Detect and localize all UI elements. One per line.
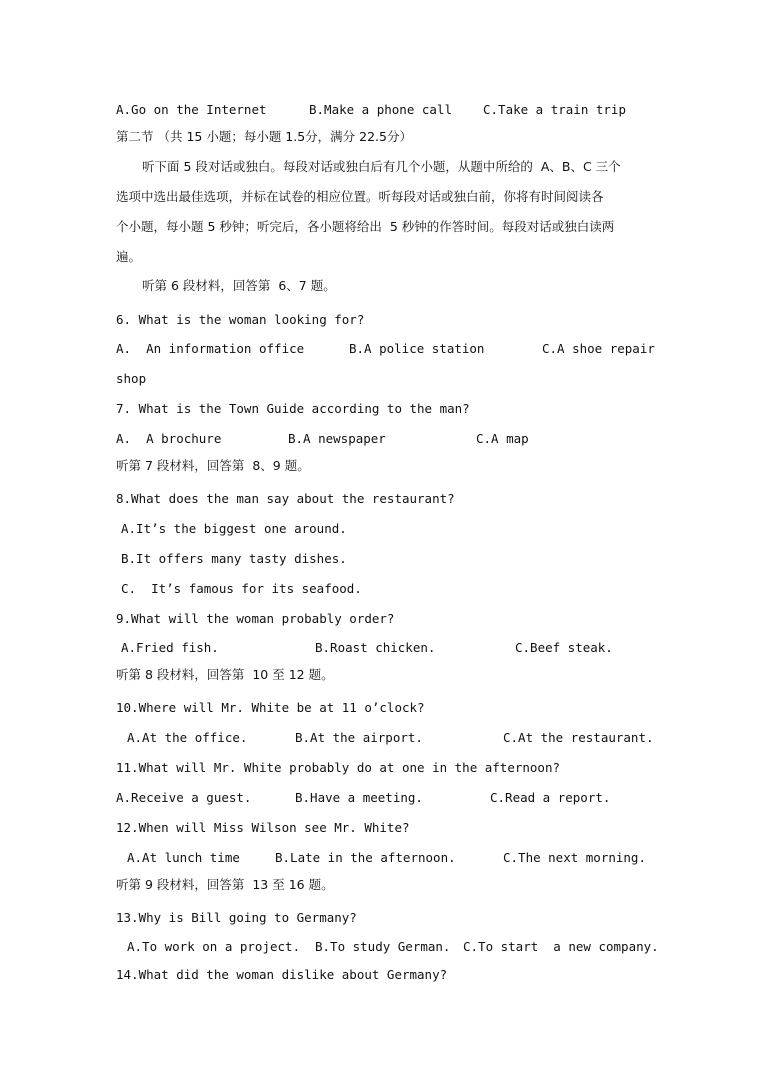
material-8-instruction: 听第 8 段材料，回答第 10 至 12 题。 [116, 667, 334, 682]
instructions-line-4: 遍。 [116, 249, 142, 264]
q13-option-b: B.To study German. [315, 939, 451, 954]
material-7-instruction: 听第 7 段材料，回答第 8、9 题。 [116, 458, 310, 473]
section-heading: 第二节 （共 15 小题；每小题 1.5分，满分 22.5分） [116, 129, 412, 144]
q11-stem: 11.What will Mr. White probably do at one in the afternoon? [116, 760, 561, 775]
q5-option-b: B.Make a phone call [309, 102, 452, 117]
q7-option-c: C.A map [476, 431, 529, 446]
q8-stem: 8.What does the man say about the restaurant? [116, 491, 455, 506]
q9-stem: 9.What will the woman probably order? [116, 611, 395, 626]
q8-option-b: B.It offers many tasty dishes. [121, 551, 347, 566]
q6-option-c: C.A shoe repair [542, 341, 655, 356]
q11-option-a: A.Receive a guest. [116, 790, 252, 805]
q14-stem: 14.What did the woman dislike about Germany? [116, 967, 448, 982]
material-9-instruction: 听第 9 段材料，回答第 13 至 16 题。 [116, 877, 334, 892]
q9-option-c: C.Beef steak. [515, 640, 613, 655]
q6-stem: 6. What is the woman looking for? [116, 312, 365, 327]
instructions-line-1: 听下面 5 段对话或独白。每段对话或独白后有几个小题，从题中所给的 A、B、C 三个 [142, 159, 621, 174]
material-6-instruction: 听第 6 段材料，回答第 6、7 题。 [142, 278, 336, 293]
q10-stem: 10.Where will Mr. White be at 11 o’clock? [116, 700, 425, 715]
q10-option-c: C.At the restaurant. [503, 730, 654, 745]
q12-option-c: C.The next morning. [503, 850, 646, 865]
instructions-line-3: 个小题，每小题 5 秒钟；听完后，各小题将给出 5 秒钟的作答时间。每段对话或独白读两 [116, 219, 615, 234]
q9-option-a: A.Fried fish. [121, 640, 219, 655]
q11-option-b: B.Have a meeting. [295, 790, 423, 805]
q13-option-a: A.To work on a project. [127, 939, 301, 954]
q8-option-a: A.It’s the biggest one around. [121, 521, 347, 536]
q5-option-a: A.Go on the Internet [116, 102, 267, 117]
q8-option-c: C. It’s famous for its seafood. [121, 581, 362, 596]
q5-option-c: C.Take a train trip [483, 102, 626, 117]
q10-option-a: A.At the office. [127, 730, 248, 745]
q6-option-c-continued: shop [116, 371, 147, 386]
q12-stem: 12.When will Miss Wilson see Mr. White? [116, 820, 410, 835]
q13-stem: 13.Why is Bill going to Germany? [116, 910, 357, 925]
q7-option-b: B.A newspaper [288, 431, 386, 446]
q9-option-b: B.Roast chicken. [315, 640, 436, 655]
q7-stem: 7. What is the Town Guide according to the man? [116, 401, 470, 416]
q12-option-a: A.At lunch time [127, 850, 240, 865]
q11-option-c: C.Read a report. [490, 790, 611, 805]
q7-option-a: A. A brochure [116, 431, 222, 446]
q10-option-b: B.At the airport. [295, 730, 423, 745]
q13-option-c: C.To start a new company. [463, 939, 659, 954]
q6-option-b: B.A police station [349, 341, 485, 356]
q6-option-a: A. An information office [116, 341, 305, 356]
q12-option-b: B.Late in the afternoon. [275, 850, 456, 865]
instructions-line-2: 选项中选出最佳选项，并标在试卷的相应位置。听每段对话或独白前，你将有时间阅读各 [116, 189, 604, 204]
